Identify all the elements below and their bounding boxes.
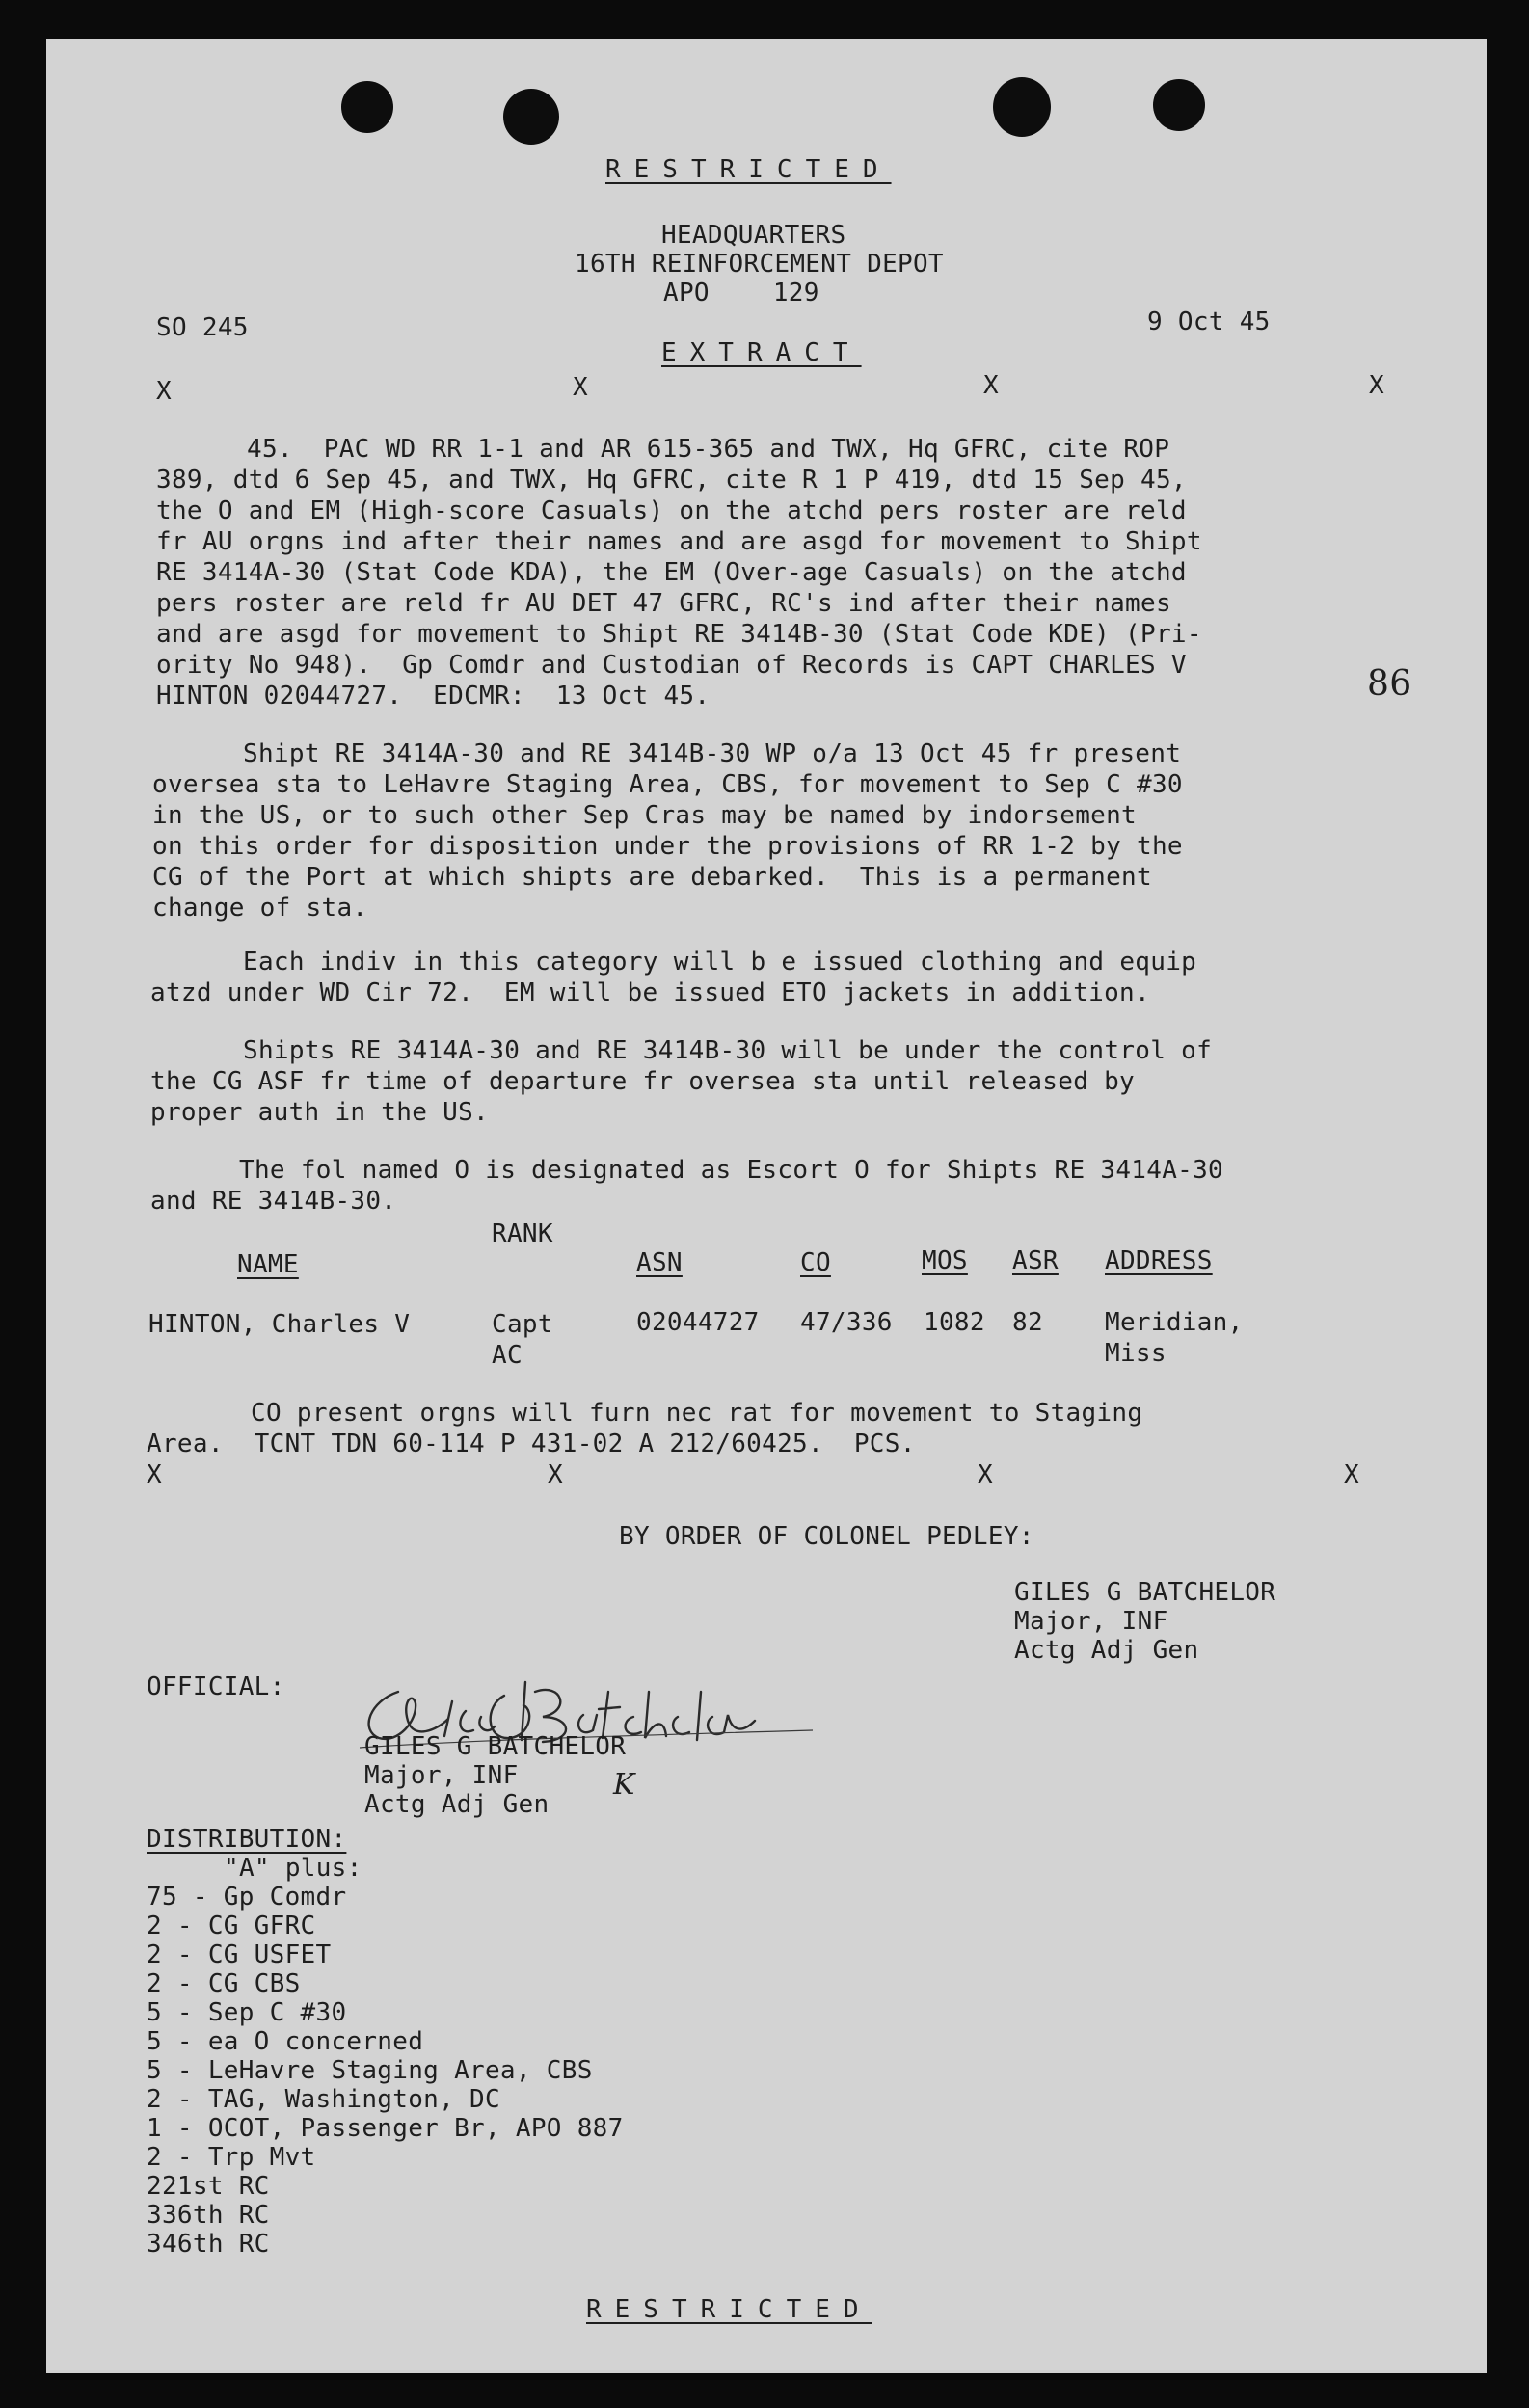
text-line: Area. TCNT TDN 60-114 P 431-02 A 212/60425. PCS. (147, 1430, 916, 1458)
distribution-item: 5 - LeHavre Staging Area, CBS (147, 2056, 593, 2085)
text-line: and RE 3414B-30. (150, 1187, 397, 1216)
distribution-item: 1 - OCOT, Passenger Br, APO 887 (147, 2114, 624, 2143)
separator-mark: X (548, 1460, 563, 1489)
distribution-item: 2 - CG GFRC (147, 1912, 316, 1940)
official-label: OFFICIAL: (147, 1672, 285, 1701)
text-line: fr AU orgns ind after their names and are asgd for movement to Shipt (156, 527, 1202, 556)
roster-header-mos: MOS (922, 1246, 968, 1275)
separator-mark: X (156, 377, 172, 406)
roster-cell-rank: Capt (492, 1310, 553, 1339)
text-line: RE 3414A-30 (Stat Code KDA), the EM (Over-age Casuals) on the atchd (156, 558, 1187, 587)
unit-line: 16TH REINFORCEMENT DEPOT (575, 250, 944, 279)
roster-header-co: CO (800, 1248, 831, 1277)
text-line: the O and EM (High-score Casuals) on the atchd pers roster are reld (156, 496, 1187, 525)
distribution-item: 346th RC (147, 2230, 270, 2259)
text-line: ority No 948). Gp Comdr and Custodian of Records is CAPT CHARLES V (156, 651, 1187, 680)
roster-cell-asr: 82 (1012, 1308, 1043, 1337)
separator-mark: X (983, 371, 999, 400)
distribution-item: 5 - Sep C #30 (147, 1998, 347, 2027)
distribution-item: 2 - TAG, Washington, DC (147, 2085, 500, 2114)
text-line: pers roster are reld fr AU DET 47 GFRC, RC's ind after their names (156, 589, 1171, 618)
text-line: CO present orgns will furn nec rat for movement to Staging (251, 1399, 1143, 1428)
text-line: 389, dtd 6 Sep 45, and TWX, Hq GFRC, cite R 1 P 419, dtd 15 Sep 45, (156, 466, 1187, 495)
punch-hole (341, 81, 393, 133)
order-number: SO 245 (156, 313, 249, 342)
text-line: change of sta. (152, 894, 368, 923)
distribution-item: 2 - CG CBS (147, 1969, 301, 1998)
apo-line: APO 129 (663, 279, 819, 308)
text-line: atzd under WD Cir 72. EM will be issued ETO jackets in addition. (150, 978, 1150, 1007)
headquarters-line: HEADQUARTERS (661, 221, 846, 250)
roster-cell-address: Miss (1105, 1339, 1167, 1368)
text-line: and are asgd for movement to Shipt RE 3414B-30 (Stat Code KDE) (Pri- (156, 620, 1202, 649)
distribution-item: 2 - Trp Mvt (147, 2143, 316, 2172)
roster-cell-asn: 02044727 (636, 1308, 760, 1337)
distribution-item: 2 - CG USFET (147, 1940, 332, 1969)
restricted-heading-bottom: RESTRICTED (586, 2295, 872, 2324)
text-line: oversea sta to LeHavre Staging Area, CBS, for movement to Sep C #30 (152, 770, 1183, 799)
signer-title: Actg Adj Gen (1014, 1636, 1199, 1665)
text-line: Shipt RE 3414A-30 and RE 3414B-30 WP o/a 13 Oct 45 fr present (243, 739, 1182, 768)
separator-mark: X (147, 1460, 162, 1489)
separator-mark: X (573, 373, 588, 402)
initial-mark: K (613, 1768, 635, 1802)
punch-hole (1153, 79, 1205, 131)
punch-hole (503, 89, 559, 145)
text-line: HINTON 02044727. EDCMR: 13 Oct 45. (156, 682, 711, 710)
official-rank: Major, INF (364, 1761, 519, 1790)
distribution-item: 221st RC (147, 2172, 270, 2201)
separator-mark: X (978, 1460, 993, 1489)
roster-header-asn: ASN (636, 1248, 683, 1277)
by-order-line: BY ORDER OF COLONEL PEDLEY: (619, 1522, 1034, 1551)
roster-cell-br: AC (492, 1341, 523, 1370)
text-line: the CG ASF fr time of departure fr oversea sta until released by (150, 1067, 1136, 1096)
page-number: 86 (1367, 664, 1412, 704)
roster-header-address: ADDRESS (1105, 1246, 1213, 1275)
roster-header-asr: ASR (1012, 1246, 1059, 1275)
separator-mark: X (1344, 1460, 1359, 1489)
roster-header-rank: RANK (492, 1219, 553, 1248)
roster-cell-mos: 1082 (924, 1308, 985, 1337)
distribution-item: 5 - ea O concerned (147, 2027, 424, 2056)
distribution-item: "A" plus: (224, 1854, 362, 1883)
signer-rank: Major, INF (1014, 1607, 1168, 1636)
text-line: on this order for disposition under the provisions of RR 1-2 by the (152, 832, 1183, 861)
text-line: The fol named O is designated as Escort O for Shipts RE 3414A-30 (239, 1156, 1224, 1185)
distribution-item: 336th RC (147, 2201, 270, 2230)
restricted-heading-top: RESTRICTED (605, 155, 892, 184)
text-line: CG of the Port at which shipts are debarked. This is a permanent (152, 863, 1152, 892)
distribution-label: DISTRIBUTION: (147, 1825, 347, 1854)
separator-mark: X (1369, 371, 1384, 400)
roster-header-name: NAME (237, 1250, 299, 1279)
text-line: in the US, or to such other Sep Cras may be named by indorsement (152, 801, 1138, 830)
roster-cell-address: Meridian, (1105, 1308, 1244, 1337)
official-name: GILES G BATCHELOR (364, 1732, 627, 1761)
text-line: Each indiv in this category will b e issued clothing and equip (243, 948, 1197, 977)
text-line: 45. PAC WD RR 1-1 and AR 615-365 and TWX, Hq GFRC, cite ROP (247, 435, 1170, 464)
signer-name: GILES G BATCHELOR (1014, 1578, 1276, 1607)
official-title: Actg Adj Gen (364, 1790, 550, 1819)
roster-cell-co: 47/336 (800, 1308, 893, 1337)
text-line: Shipts RE 3414A-30 and RE 3414B-30 will be under the control of (243, 1036, 1213, 1065)
roster-cell-name: HINTON, Charles V (148, 1310, 411, 1339)
punch-hole (993, 77, 1051, 137)
document-page (46, 39, 1487, 2373)
order-date: 9 Oct 45 (1147, 308, 1271, 336)
text-line: proper auth in the US. (150, 1098, 489, 1127)
extract-heading: EXTRACT (661, 338, 862, 367)
distribution-item: 75 - Gp Comdr (147, 1883, 347, 1912)
